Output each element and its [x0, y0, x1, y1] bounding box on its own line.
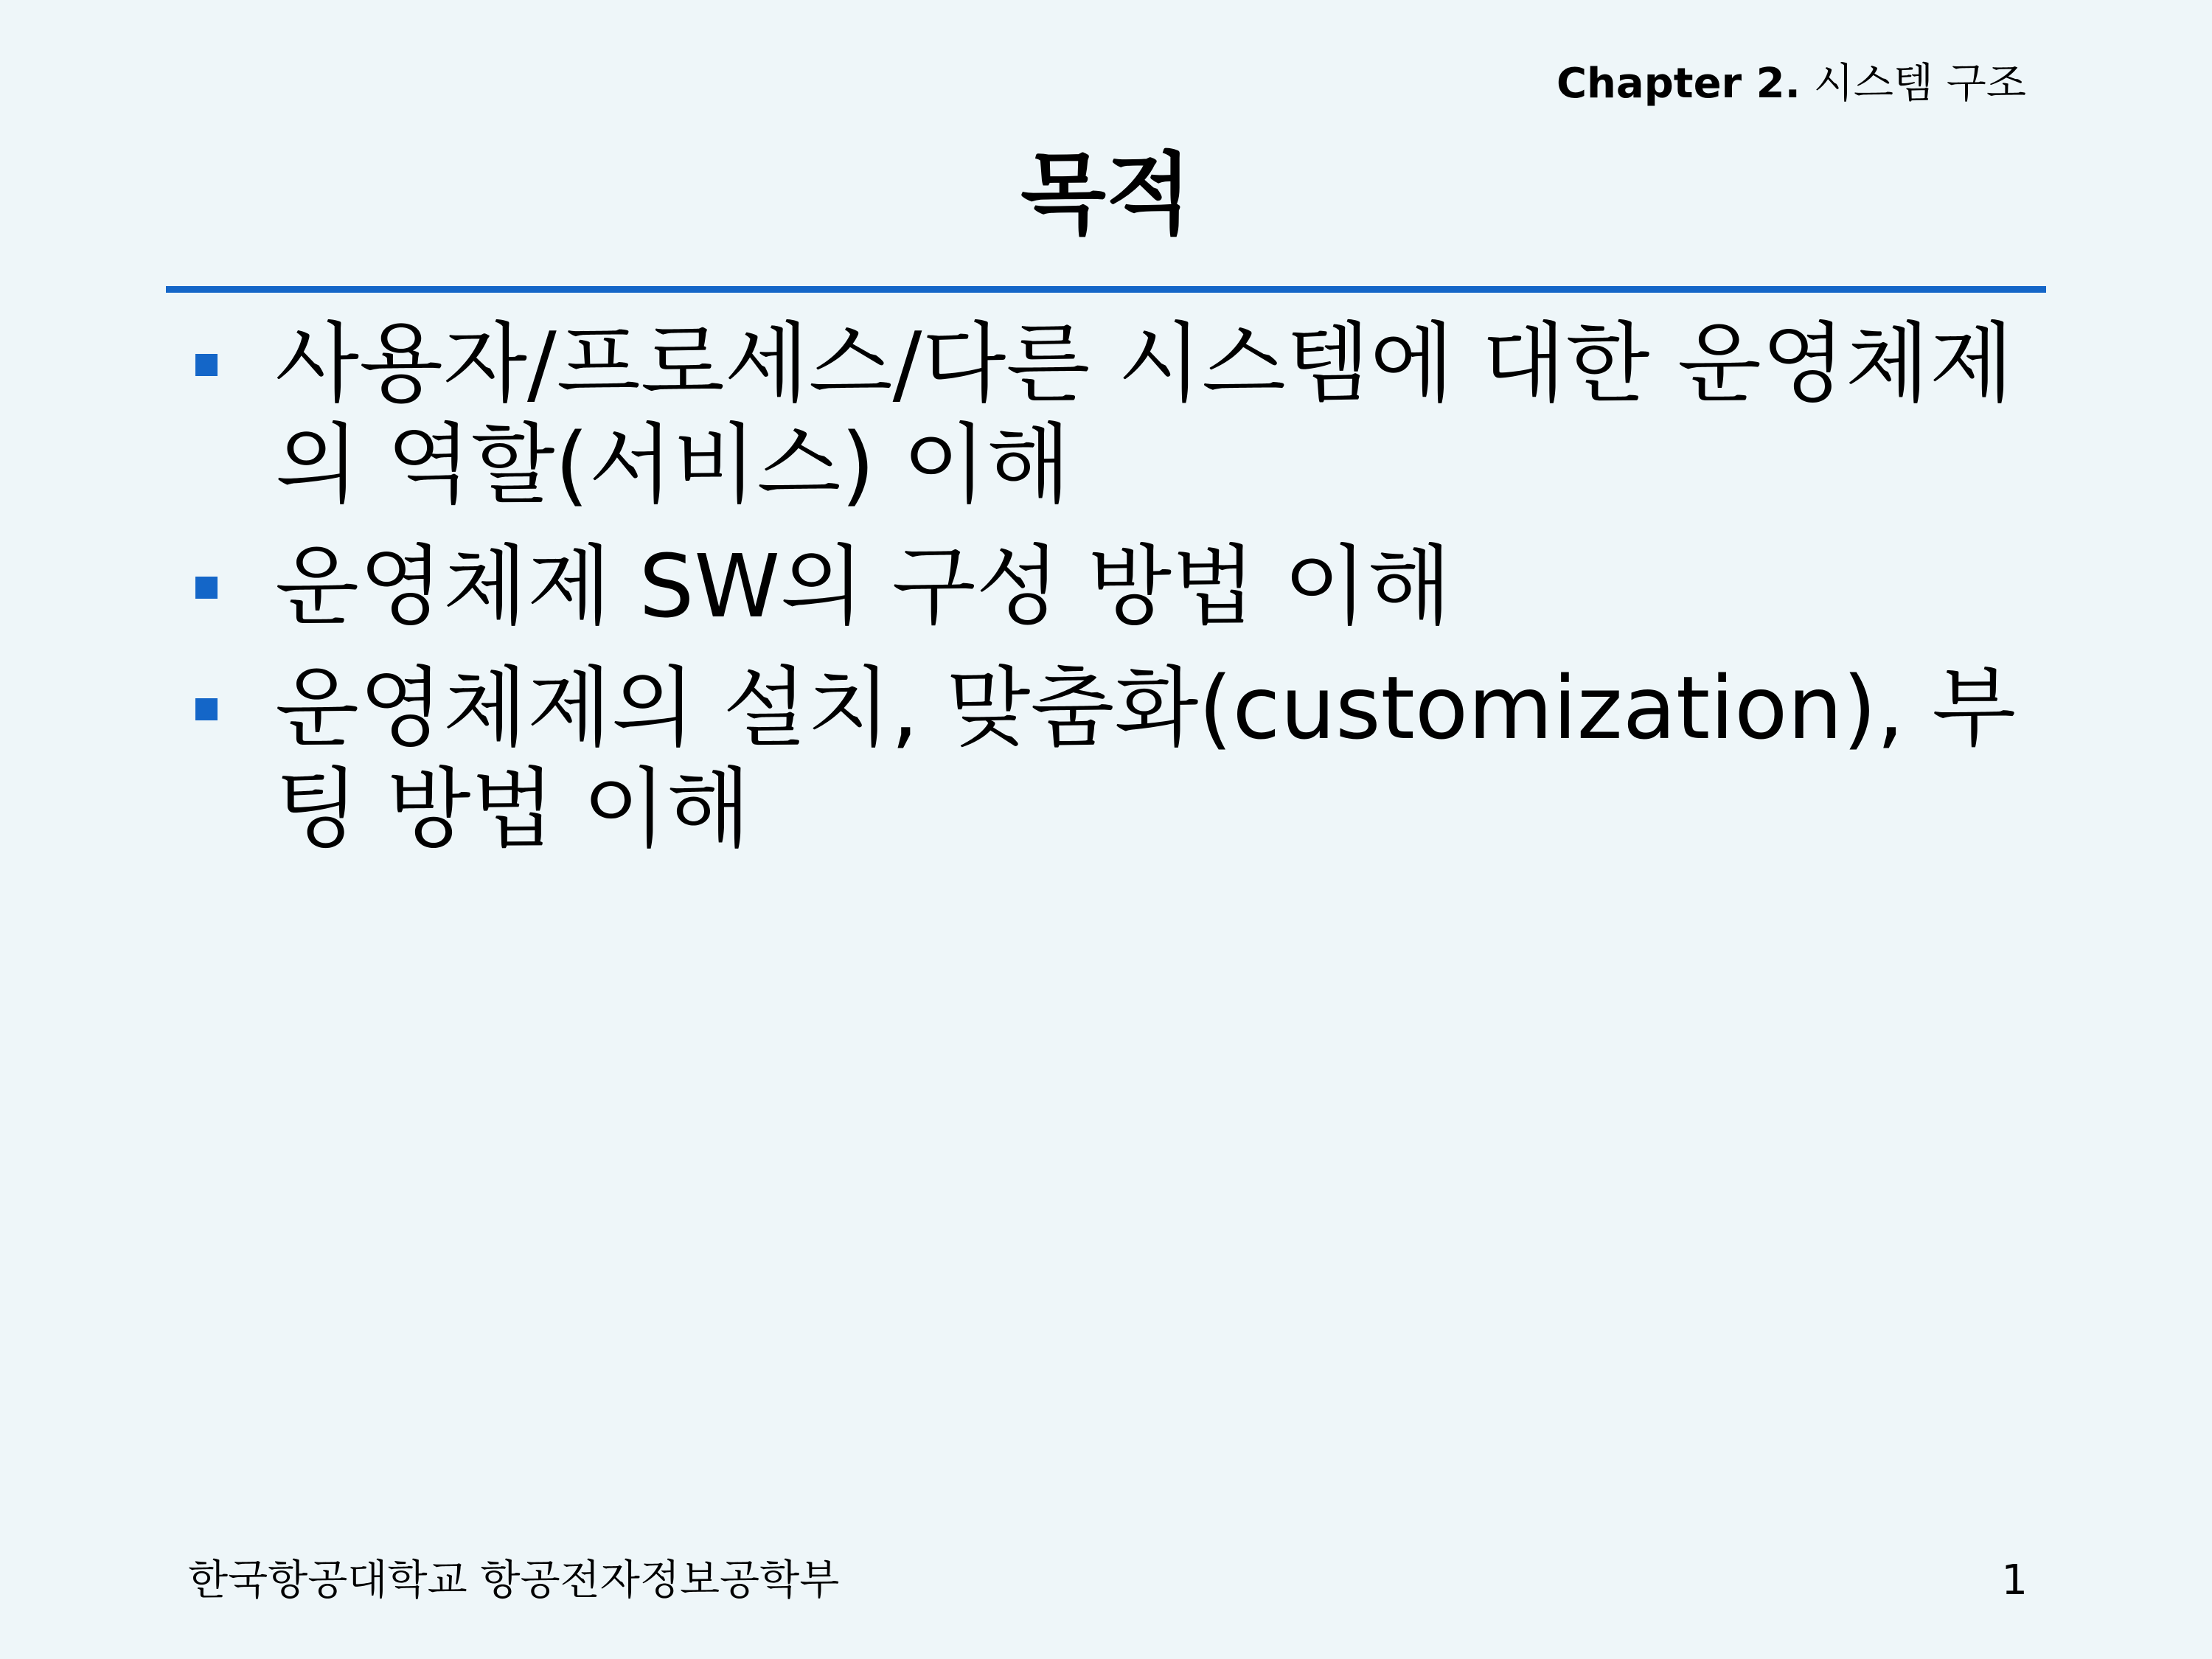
chapter-title: 시스템 구조 [1813, 60, 2026, 108]
chapter-number: Chapter 2. [1556, 60, 1801, 108]
bullet-item [195, 658, 2039, 860]
page-number: 1 [2001, 1557, 2028, 1604]
square-bullet-icon [195, 698, 218, 720]
bullet-item [195, 313, 2039, 515]
bullet-text: 운영체제의 설치, 맞춤화(customization), 부팅 방법 이해 [275, 657, 2017, 860]
footer-institution: 한국항공대학교 항공전자정보공학부 [188, 1557, 840, 1604]
square-bullet-icon [195, 354, 218, 376]
title-divider [166, 286, 2046, 293]
bullet-item [195, 536, 2039, 637]
bullet-text: 운영체제 SW의 구성 방법 이해 [275, 535, 1452, 637]
bullet-text: 사용자/프로세스/다른 시스템에 대한 운영체제의 역할(서비스) 이해 [275, 313, 2014, 515]
chapter-label [1557, 58, 2026, 111]
square-bullet-icon [195, 577, 218, 599]
slide-title: 목적 [1020, 144, 1192, 246]
bullet-list [195, 313, 2039, 880]
